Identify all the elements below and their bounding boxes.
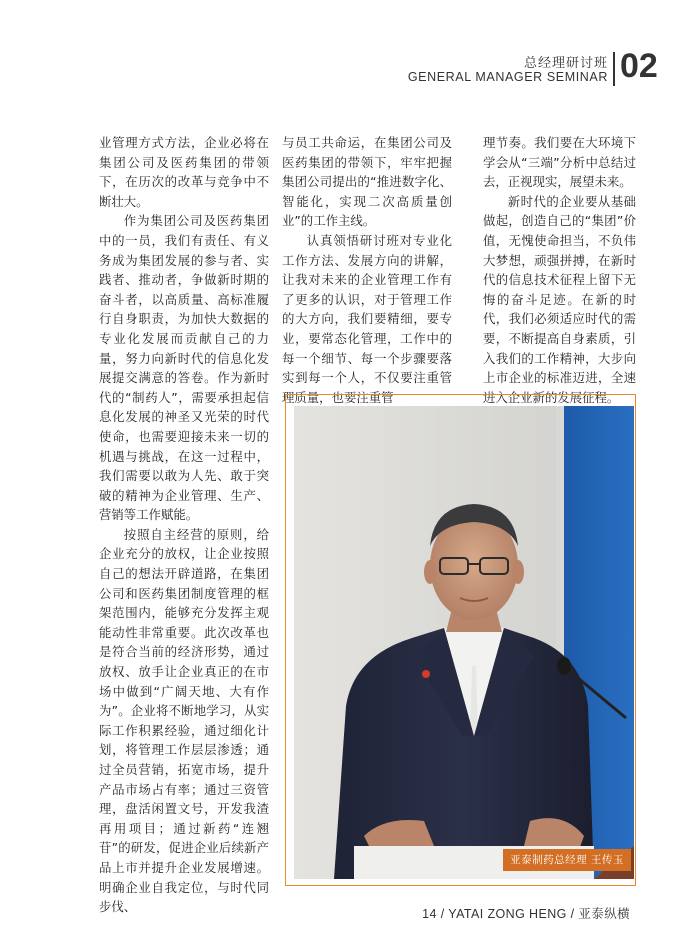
header-divider: [613, 52, 615, 86]
section-title-cn: 总经理研讨班: [523, 56, 608, 71]
paragraph: 新时代的企业要从基础做起，创造自己的“集团”价值，无愧使命担当，不负伟大梦想，顽强拼搏，在新时代的信息技术征程上留下无悔的奋斗足迹。在新的时代，我们必须适应时代的需要，不断提高自身素质，引入我们的工作精神，大步向上市企业的标准迈进，全速进入企业新的发展征程。: [483, 193, 636, 405]
speaker-illustration: [294, 406, 634, 879]
paragraph: 业管理方式方法，企业必将在集团公司及医药集团的带领下，在历次的改革与竞争中不断壮大。: [99, 135, 269, 209]
text-column-3: [483, 133, 636, 407]
section-title-en: GENERAL MANAGER SEMINAR: [407, 70, 608, 84]
paragraph: 理节奏。我们要在大环境下学会从“三端”分析中总结过去，正视现实，展望未来。: [483, 135, 636, 190]
speaker-photo: [294, 406, 634, 879]
paragraph: 作为集团公司及医药集团中的一员，我们有责任、有义务成为集团发展的参与者、实践者、推动者，争做新时期的奋斗者，以高质量、高标准履行自身职责，为加快大数据的专业化发展而贡献自己的力量，努力向新时代的信息化发展提交满意的答卷。作为新时代的“制药人”，需要承担起信息化发展的神圣又光荣的时代使命，也需要迎接未来一切的机遇与挑战，在这一过程中，我们需要以敢为人先、敢于突破的精神为企业管理、生产、营销等工作赋能。: [99, 213, 269, 523]
photo-caption: 亚泰制药总经理 王传玉: [503, 849, 631, 871]
section-number: 02: [620, 47, 658, 85]
paragraph: 认真领悟研讨班对专业化工作方法、发展方向的讲解，让我对未来的企业管理工作有了更多的认识，对于管理工作的大方向，我们要精细，要专业，要常态化管理，工作中的每一个细节、每一个步骤要落实到每一个人，不仅要注重管理质量，也要注重管: [282, 232, 452, 405]
text-column-2: [282, 133, 452, 407]
page-footer: 14 / YATAI ZONG HENG / 亚泰纵横: [422, 907, 630, 921]
paragraph: 与员工共命运，在集团公司及医药集团的带领下，牢牢把握集团公司提出的“推进数字化、智能化，实现二次高质量创业”的工作主线。: [282, 135, 452, 229]
paragraph: 按照自主经营的原则，给企业充分的放权，让企业按照自己的想法开辟道路，在集团公司和医药集团制度管理的框架范围内，能够充分发挥主观能动性非常重要。此次改革也是符合当前的经济形势，通过放权、放手让企业真正的在市场中做到“广阔天地、大有作为”。企业将不断地学习，从实际工作积累经验，通过细化计划，将管理工作层层渗透；通过全员营销，拓宽市场，提升产品市场占有率；通过三资管理，盘活闲置文号，开发我渣再用项目；通过新药“连翘苷”的研发，促进企业后续新产品上市并提升企业发展增速。明确企业自我定位，与时代同步伐、: [99, 526, 269, 915]
text-column-1: [99, 133, 269, 917]
